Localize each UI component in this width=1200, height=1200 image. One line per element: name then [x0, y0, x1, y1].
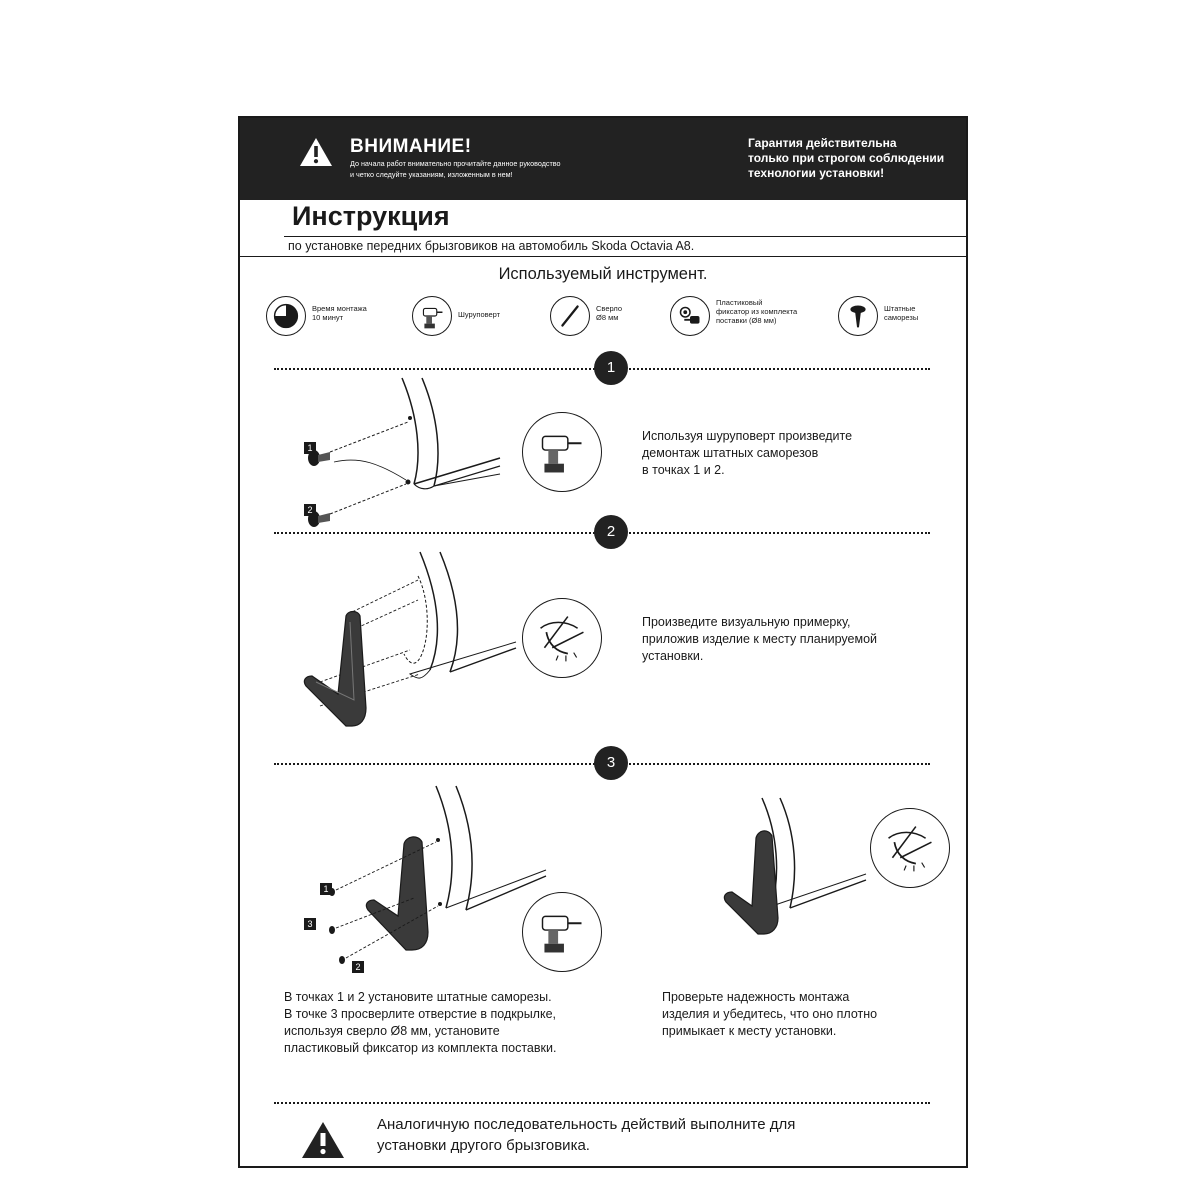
tool-label [458, 310, 558, 319]
guarantee-notice [748, 136, 948, 181]
step-text-line: демонтаж штатных саморезов [642, 446, 819, 460]
title-divider [284, 236, 966, 237]
drill-bit-icon [550, 296, 590, 336]
point-marker: 1 [304, 442, 316, 454]
step-text-line: пластиковый фиксатор из комплекта поставки. [284, 1041, 557, 1055]
screwdriver-icon [522, 892, 602, 972]
point-marker: 3 [304, 918, 316, 930]
warning-banner [240, 118, 966, 200]
step-text-line: В точках 1 и 2 установите штатные саморезы. [284, 990, 552, 1004]
step2-instruction [642, 614, 877, 665]
footer-text-line: установки другого брызговика. [377, 1137, 590, 1154]
plastic-clip-icon [670, 296, 710, 336]
header-divider [240, 256, 966, 257]
tool-label [312, 304, 412, 322]
step-number-badge: 1 [594, 351, 628, 385]
step-text-line: Используя шуруповерт произведите [642, 429, 853, 443]
warning-subtitle-line: и четко следуйте указаниям, изложенным в нем! [350, 170, 513, 179]
screwdriver-icon [522, 412, 602, 492]
tool-label-line: поставки (Ø8 мм) [716, 316, 777, 325]
tool-label-line: 10 минут [312, 313, 344, 322]
visual-check-eye-icon [870, 808, 950, 888]
step3-result-illustration [710, 794, 870, 944]
step1-illustration [290, 376, 510, 536]
tool-label [716, 298, 816, 325]
step-text-line: примыкает к месту установки. [662, 1024, 837, 1038]
instruction-sheet [238, 116, 968, 1168]
tool-label-line: Пластиковый [716, 298, 763, 307]
step-text-line: Проверьте надежность монтажа [662, 990, 850, 1004]
footer-note [377, 1114, 937, 1156]
warning-triangle-icon [300, 1120, 346, 1160]
tool-label-line: Штатные [884, 304, 916, 313]
tool-label [884, 304, 984, 322]
step-text-line: Произведите визуальную примерку, [642, 615, 851, 629]
tool-label-line: Сверло [596, 304, 623, 313]
clock-icon [266, 296, 306, 336]
step2-illustration [290, 550, 520, 750]
tool-label-line: фиксатор из комплекта [716, 307, 798, 316]
step-text-line: установки. [642, 649, 704, 663]
document-title: Инструкция [292, 201, 450, 231]
tool-label-line: саморезы [884, 313, 919, 322]
screwdriver-icon [412, 296, 452, 336]
warning-subtitle [350, 158, 600, 180]
warning-title: ВНИМАНИЕ! [350, 136, 472, 157]
footer-divider [274, 1102, 930, 1104]
guarantee-line: только при строгом соблюдении [748, 151, 945, 165]
warning-subtitle-line: До начала работ внимательно прочитайте данное руководство [350, 159, 561, 168]
tool-label-line: Шуруповерт [458, 310, 501, 319]
step3-install-illustration [306, 782, 556, 982]
step-text-line: приложив изделие к месту планируемой [642, 632, 878, 646]
step3-check-instruction [662, 989, 877, 1040]
point-marker: 2 [304, 504, 316, 516]
warning-triangle-icon [298, 136, 334, 168]
footer-text-line: Аналогичную последовательность действий выполните для [377, 1116, 796, 1133]
step-text-line: используя сверло Ø8 мм, установите [284, 1024, 500, 1038]
guarantee-line: технологии установки! [748, 166, 885, 180]
step-number-badge: 3 [594, 746, 628, 780]
guarantee-line: Гарантия действительна [748, 136, 897, 150]
document-subtitle: по установке передних брызговиков на автомобиль Skoda Octavia A8. [288, 239, 695, 253]
step-text-line: В точке 3 просверлите отверстие в подкрылке, [284, 1007, 557, 1021]
point-marker: 2 [352, 961, 364, 973]
step-text-line: в точках 1 и 2. [642, 463, 725, 477]
screw-icon [838, 296, 878, 336]
step-number-badge: 2 [594, 515, 628, 549]
step1-instruction [642, 428, 852, 479]
tool-label-line: Время монтажа [312, 304, 367, 313]
point-marker: 1 [320, 883, 332, 895]
tools-heading: Используемый инструмент. [498, 265, 708, 283]
visual-check-eye-icon [522, 598, 602, 678]
step-text-line: изделия и убедитесь, что оно плотно [662, 1007, 878, 1021]
step3-install-instruction [284, 989, 556, 1057]
tool-label-line: Ø8 мм [596, 313, 619, 322]
